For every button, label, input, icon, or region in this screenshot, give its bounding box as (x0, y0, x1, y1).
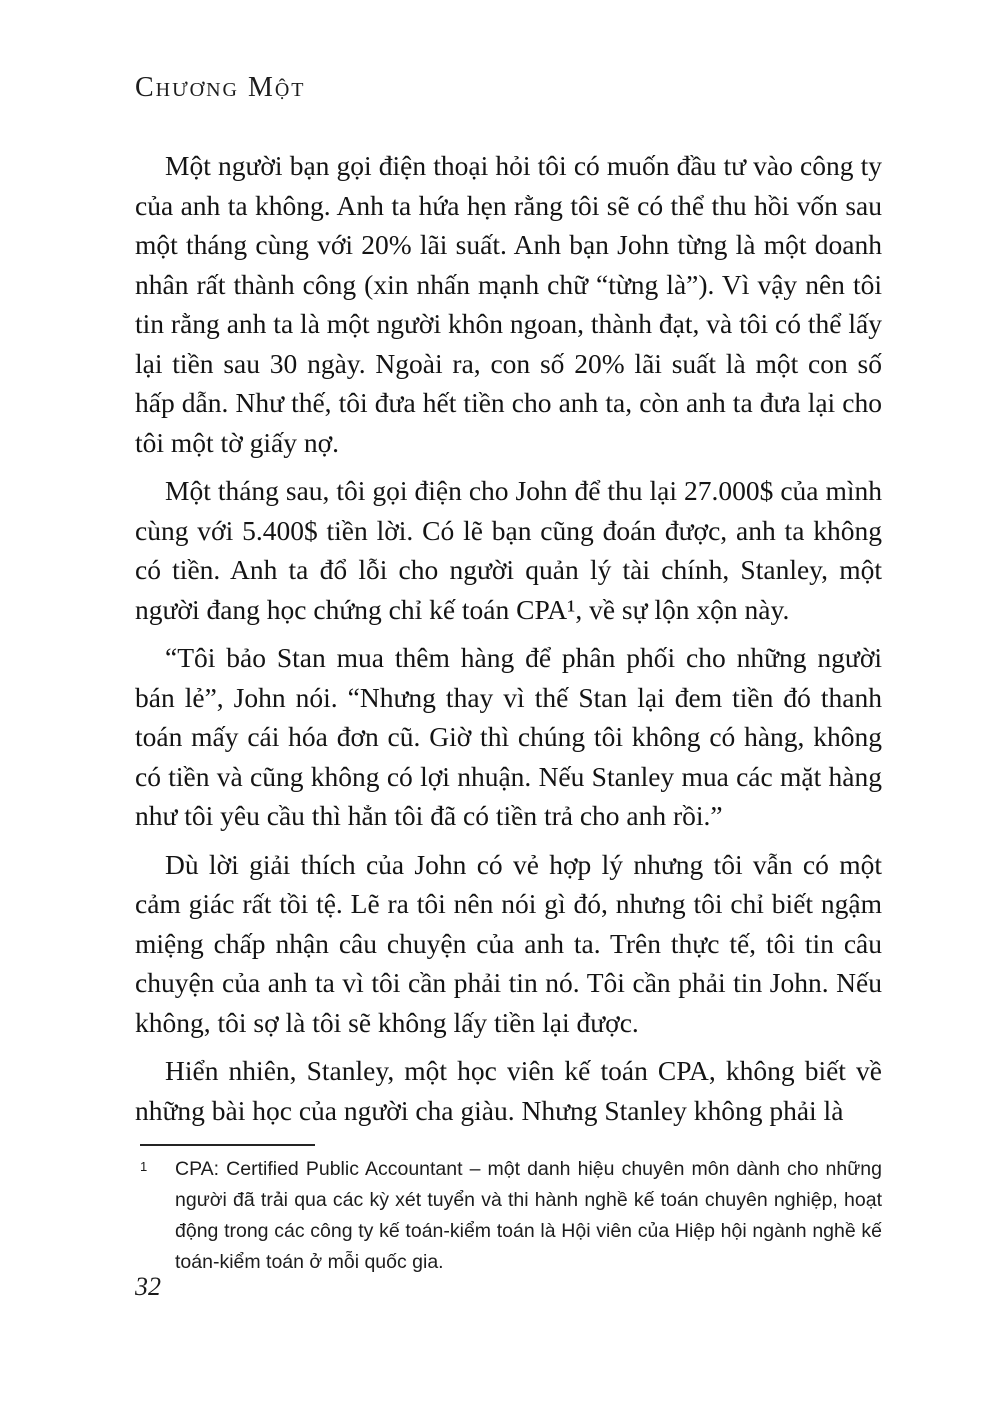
body-text (135, 146, 882, 1130)
paragraph-2: Một tháng sau, tôi gọi điện cho John để thu lại 27.000$ của mình cùng với 5.400$ tiền lời. Có lẽ bạn cũng đoán được, anh ta không có tiền. Anh ta đổ lỗi cho người quản lý tài chính, Stanley, một người đang học chứng chỉ kế toán CPA¹, về sự lộn xộn này. (135, 475, 882, 625)
footnote-separator (140, 1144, 315, 1146)
paragraph-4: Dù lời giải thích của John có vẻ hợp lý nhưng tôi vẫn có một cảm giác rất tồi tệ. Lẽ ra tôi nên nói gì đó, nhưng tôi chỉ biết ngậm miệng chấp nhận câu chuyện của anh ta. Trên thực tế, tôi tin câu chuyện của anh ta vì tôi cần phải tin nó. Tôi cần phải tin John. Nếu không, tôi sợ là tôi sẽ không lấy tiền lại được. (135, 848, 882, 1038)
paragraph-3: “Tôi bảo Stan mua thêm hàng để phân phối cho những người bán lẻ”, John nói. “Nhưng thay vì thế Stan lại đem tiền đó thanh toán mấy cái hóa đơn cũ. Giờ thì chúng tôi không có hàng, không có tiền và cũng không có lợi nhuận. Nếu Stanley mua các mặt hàng như tôi yêu cầu thì hẳn tôi đã có tiền trả cho anh rồi.” (135, 642, 882, 831)
chapter-header: Chương Một (135, 72, 306, 103)
footnote-text: CPA: Certified Public Accountant – một danh hiệu chuyên môn dành cho những người đã trải qua các kỳ xét tuyển và thi hành nghề kế toán chuyên nghiệp, hoạt động trong các công ty kế toán-kiểm toán là Hội viên của Hiệp hội ngành nghề kế toán-kiểm toán ở mỗi quốc gia. (175, 1158, 882, 1273)
paragraph-5: Hiển nhiên, Stanley, một học viên kế toán CPA, không biết về những bài học của người cha giàu. Nhưng Stanley không phải là (135, 1055, 882, 1126)
footnote-marker: 1 (140, 1159, 148, 1174)
footnote (135, 1154, 882, 1278)
paragraph-1: Một người bạn gọi điện thoại hỏi tôi có muốn đầu tư vào công ty của anh ta không. Anh ta hứa hẹn rằng tôi sẽ có thể thu hồi vốn sau một tháng cùng với 20% lãi suất. Anh bạn John từng là một doanh nhân rất thành công (xin nhấn mạnh chữ “từng là”). Vì vậy nên tôi tin rằng anh ta là một người khôn ngoan, thành đạt, và tôi có thể lấy lại tiền sau 30 ngày. Ngoài ra, con số 20% lãi suất là một con số hấp dẫn. Như thế, tôi đưa hết tiền cho anh ta, còn anh ta đưa lại cho tôi một tờ giấy nợ. (135, 150, 882, 458)
page-number: 32 (135, 1272, 161, 1301)
